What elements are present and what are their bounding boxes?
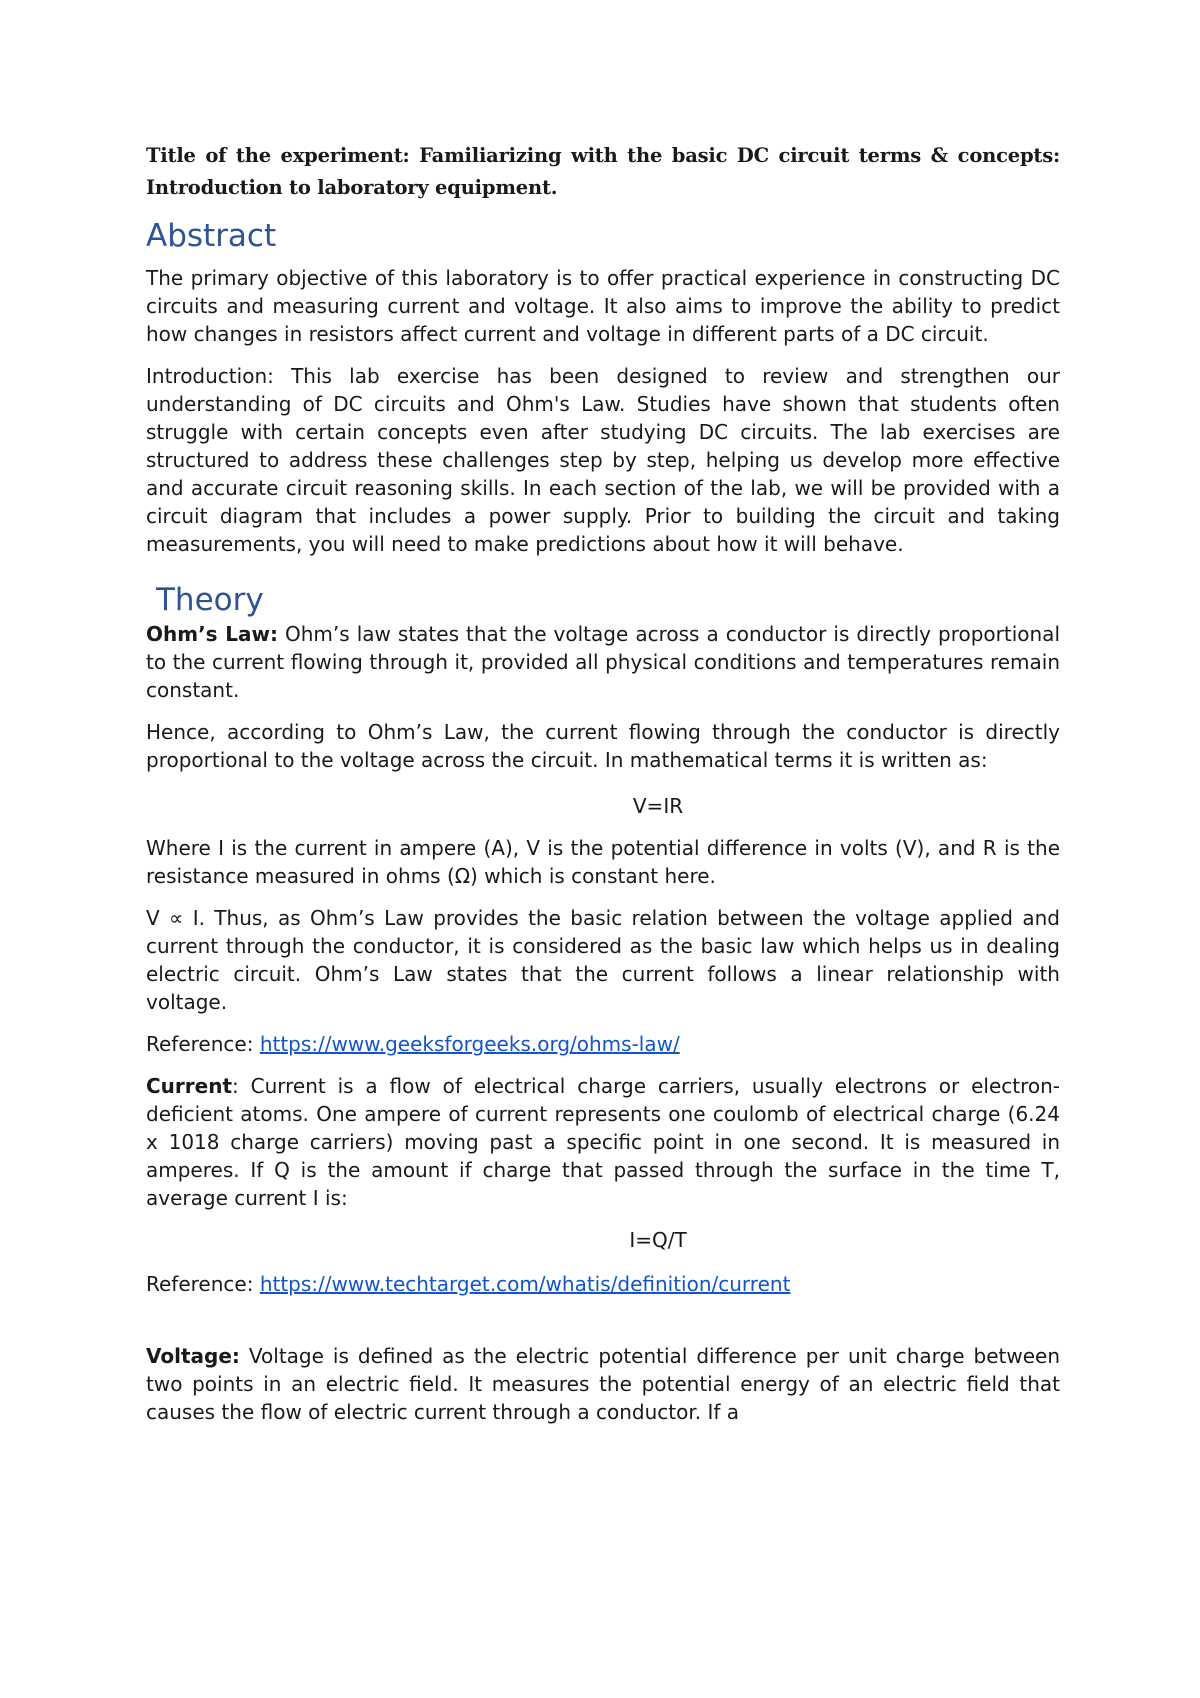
proportional-paragraph: V ∝ I. Thus, as Ohm’s Law provides the basic relation between the voltage applied and current through the conductor, it is considered as the basic law which helps us in dealing electric circuit. Ohm’s Law states that the current follows a linear relationship with voltage. xyxy=(146,906,1060,1014)
experiment-title: Title of the experiment: Familiarizing with the basic DC circuit terms & concepts: Introduction to laboratory equipment. xyxy=(146,144,1060,199)
formula-ohms-law: V=IR xyxy=(632,794,684,818)
spacer xyxy=(146,1312,1060,1342)
reference-label: Reference: xyxy=(146,1272,260,1296)
ohms-law-paragraph xyxy=(146,620,1060,704)
abstract-paragraph: The primary objective of this laboratory is to offer practical experience in constructing DC circuits and measuring current and voltage. It also aims to improve the ability to predict how changes in resistors affect current and voltage in different parts of a DC circuit. xyxy=(146,266,1060,346)
formula-current: I=Q/T xyxy=(629,1228,687,1252)
hence-paragraph: Hence, according to Ohm’s Law, the current flowing through the conductor is directly proportional to the voltage across the circuit. In mathematical terms it is written as: xyxy=(146,720,1060,772)
geeksforgeeks-link[interactable]: https://www.geeksforgeeks.org/ohms-law/ xyxy=(259,1032,680,1056)
ohms-law-text: Ohm’s law states that the voltage across a conductor is directly proportional to the current flowing through it, provided all physical conditions and temperatures remain constant. xyxy=(146,622,1060,702)
current-text: : Current is a flow of electrical charge carriers, usually electrons or electron-deficient atoms. One ampere of current represents one coulomb of electrical charge (6.24 x 1018 charge carriers) moving past a specific point in one second. It is measured in amperes. If Q is the amount if charge that passed through the surface in the time T, average current I is: xyxy=(146,1074,1060,1210)
current-paragraph xyxy=(146,1072,1060,1212)
voltage-text: Voltage is defined as the electric potential difference per unit charge between two points in an electric field. It measures the potential energy of an electric field that causes the flow of electric current through a conductor. If a xyxy=(146,1344,1060,1424)
current-label: Current xyxy=(146,1074,233,1098)
theory-heading: Theory xyxy=(156,582,264,618)
voltage-label: Voltage: xyxy=(146,1344,240,1368)
reference-2 xyxy=(146,1270,1060,1298)
voltage-paragraph xyxy=(146,1342,1060,1426)
ohms-law-label: Ohm’s Law: xyxy=(146,622,278,646)
reference-label: Reference: xyxy=(146,1032,260,1056)
reference-1 xyxy=(146,1030,1060,1058)
document-body xyxy=(146,140,1060,1440)
abstract-heading: Abstract xyxy=(146,218,277,254)
where-paragraph: Where I is the current in ampere (A), V is the potential difference in volts (V), and R is the resistance measured in ohms (Ω) which is constant here. xyxy=(146,836,1060,888)
introduction-paragraph: Introduction: This lab exercise has been designed to review and strengthen our understanding of DC circuits and Ohm's Law. Studies have shown that students often struggle with certain concepts even after studying DC circuits. The lab exercises are structured to address these challenges step by step, helping us develop more effective and accurate circuit reasoning skills. In each section of the lab, we will be provided with a circuit diagram that includes a power supply. Prior to building the circuit and taking measurements, you will need to make predictions about how it will behave. xyxy=(146,364,1060,556)
techtarget-link[interactable]: https://www.techtarget.com/whatis/definition/current xyxy=(259,1272,791,1296)
